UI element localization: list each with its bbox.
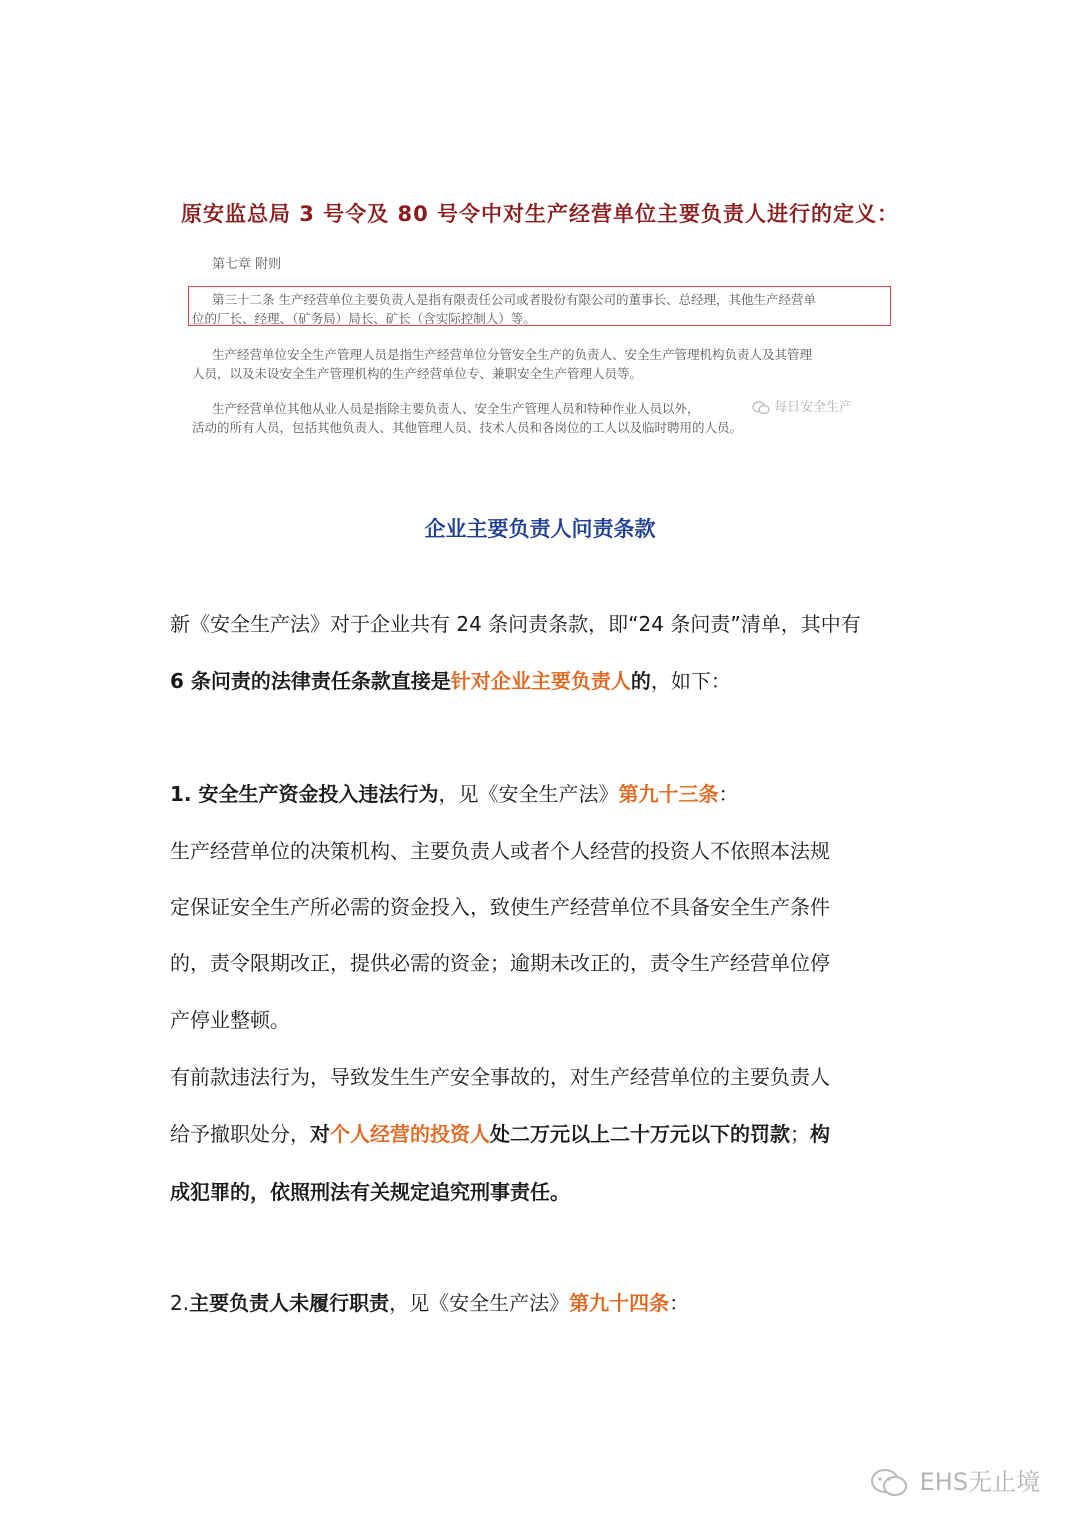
footer-watermark [870, 1462, 1040, 1498]
item-1-line-6-highlight: 个人经营的投资人 [330, 1122, 490, 1146]
article-32-line-1: 第三十二条 生产经营单位主要负责人是指有限责任公司或者股份有限公司的董事长、总经理，其他生产经营单 [212, 292, 816, 307]
item-1-line-6-bold-2: 处二万元以上二十万元以下的罚款 [490, 1122, 790, 1146]
item-1-line-5: 有前款违法行为，导致发生生产安全事故的，对生产经营单位的主要负责人 [170, 1065, 830, 1089]
intro-line-1: 新《安全生产法》对于企业共有 24 条问责条款，即“24 条问责”清单，其中有 [170, 612, 861, 636]
item-1-line-2: 定保证安全生产所必需的资金投入，致使生产经营单位不具备安全生产条件 [170, 895, 830, 919]
section-title: 企业主要负责人问责条款 [424, 517, 656, 541]
item-1-line-3: 的，责令限期改正，提供必需的资金；逾期未改正的，责令生产经营单位停 [170, 951, 830, 975]
intro-line-2 [170, 665, 731, 694]
item-1-colon: ： [718, 782, 739, 806]
item-1-line-6-bold-3: 构 [810, 1122, 830, 1146]
item-1-title: 1. 安全生产资金投入违法行为 [170, 782, 439, 806]
item-1-line-1: 生产经营单位的决策机构、主要负责人或者个人经营的投资人不依照本法规 [170, 839, 830, 863]
item-2-article: 第九十四条 [569, 1291, 670, 1315]
document-title: 原安监总局 3 号令及 80 号令中对生产经营单位主要负责人进行的定义： [180, 202, 900, 226]
item-1-line-4: 产停业整顿。 [170, 1008, 290, 1032]
excerpt-watermark-text: 每日安全生产 [774, 400, 853, 415]
item-1-article: 第九十三条 [618, 782, 719, 806]
paragraph-3-line-2: 活动的所有人员，包括其他负责人、其他管理人员、技术人员和各岗位的工人以及临时聘用的人员。 [192, 420, 743, 435]
item-1-heading [170, 778, 738, 807]
item-2-heading [170, 1287, 689, 1316]
item-1-line-6-bold-1: 对 [310, 1122, 330, 1146]
paragraph-2-line-2: 人员，以及未设安全生产管理机构的生产经营单位专、兼职安全生产管理人员等。 [192, 366, 643, 381]
item-2-ref: ，见《安全生产法》 [389, 1291, 570, 1315]
paragraph-3-line-1: 生产经营单位其他从业人员是指除主要负责人、安全生产管理人员和特种作业人员以外， [212, 401, 700, 416]
article-32-line-2: 位的厂长、经理、（矿务局）局长、矿长（含实际控制人）等。 [192, 311, 536, 326]
wechat-icon [870, 1468, 908, 1498]
wechat-icon [752, 401, 770, 415]
excerpt-watermark [752, 396, 852, 415]
intro-bold-end: 的 [630, 669, 651, 693]
item-1-line-6-plain: 给予撤职处分， [170, 1122, 310, 1146]
item-2-colon: ： [669, 1291, 690, 1315]
intro-tail: ，如下： [650, 669, 731, 693]
footer-watermark-text: EHS无止境 [919, 1468, 1041, 1496]
chapter-heading: 第七章 附则 [212, 257, 282, 272]
paragraph-2-line-1: 生产经营单位安全生产管理人员是指生产经营单位分管安全生产的负责人、安全生产管理机构负责人及其管理 [212, 347, 813, 362]
item-1-line-6 [170, 1118, 830, 1147]
intro-highlight: 针对企业主要负责人 [450, 669, 631, 693]
intro-bold: 6 条问责的法律责任条款直接是 [170, 669, 451, 693]
item-1-line-7: 成犯罪的，依照刑法有关规定追究刑事责任。 [170, 1180, 570, 1204]
item-2-number: 2. [170, 1291, 190, 1315]
item-1-line-6-semicolon: ； [790, 1122, 810, 1146]
item-1-ref: ，见《安全生产法》 [438, 782, 619, 806]
item-2-title: 主要负责人未履行职责 [189, 1291, 390, 1315]
